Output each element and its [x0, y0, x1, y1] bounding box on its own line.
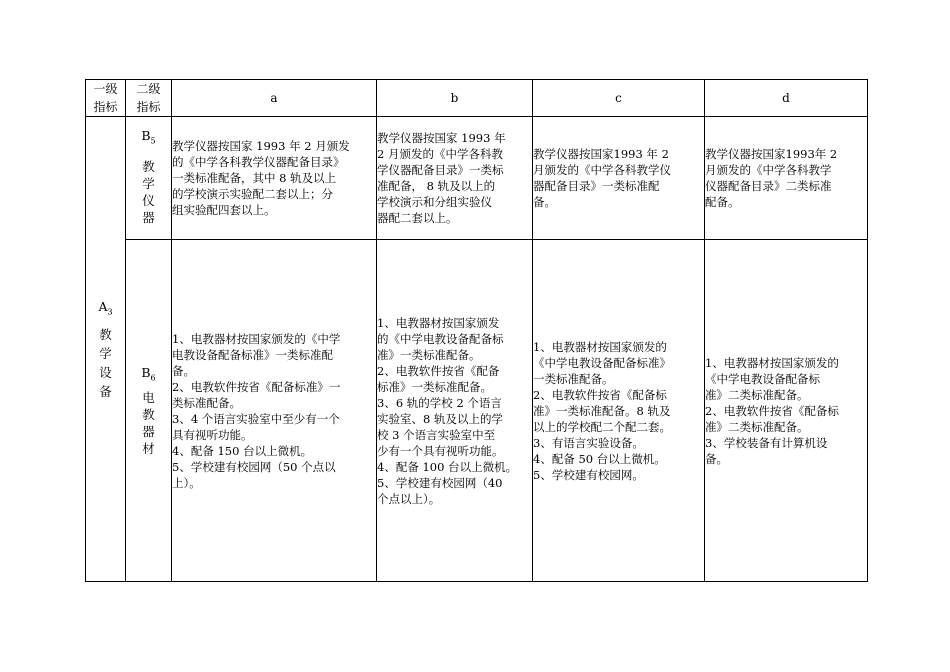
header-level2	[126, 80, 172, 117]
text-line: 少有一个具有视听功能。	[377, 443, 504, 458]
cell-b5-a	[172, 117, 377, 240]
level1-char: 备	[99, 384, 112, 400]
level2-indicator-b6	[126, 240, 172, 582]
text-line: 器配备目录》一类标准配	[533, 179, 660, 193]
text-line: 教学仪器按国家1993 年 2	[533, 147, 669, 161]
text-line: 准配备， 8 轨及以上的	[377, 179, 496, 193]
text-line: 学校演示和分组实验仪	[377, 195, 492, 209]
text-line: 《中学电教设备配备标	[705, 371, 820, 386]
indicator-table	[85, 79, 868, 582]
level1-code: $A_3$	[98, 298, 113, 317]
level2-char: 教	[142, 158, 155, 174]
text-line: 的《中学电教设备配备标	[377, 331, 504, 346]
text-line: 准》二类标准配备。	[705, 419, 809, 434]
level1-char: 教	[99, 327, 112, 343]
text-line: 1、电教器材按国家颁发的《中学	[172, 331, 341, 346]
text-line: 类标准配备。	[172, 395, 241, 410]
header-level2-line1: 二级	[136, 82, 161, 96]
level1-char: 设	[99, 365, 112, 381]
level2-char: 材	[142, 440, 155, 456]
text-line: 备。	[533, 195, 556, 209]
header-level1-line1: 一级	[93, 82, 118, 96]
text-line: 5、学校建有校园网（50 个点以	[172, 459, 336, 474]
text-line: 5、学校建有校园网。	[533, 467, 644, 482]
header-col-a: a	[172, 80, 377, 117]
text-line: 月颁发的《中学各科教学	[705, 163, 832, 177]
text-line: 教学仪器按国家1993年 2	[705, 147, 838, 161]
text-line: 的《中学各科教学仪器配备目录》	[172, 155, 345, 169]
header-level1	[86, 80, 126, 117]
text-line: 实验室、8 轨及以上的学	[377, 411, 503, 426]
level2-indicator-b5	[126, 117, 172, 240]
text-line: 教学仪器按国家 1993 年 2 月颁发	[172, 139, 350, 153]
text-line: 月颁发的《中学各科教学仪	[533, 163, 671, 177]
text-line: 1、电教器材按国家颁发	[377, 315, 500, 330]
level2-char: 学	[142, 175, 155, 191]
level2-char: 仪	[142, 192, 155, 208]
text-line: 4、配备 50 台以上微机。	[533, 451, 666, 466]
level1-indicator	[86, 117, 126, 582]
text-line: 《中学电教设备配备标准》	[533, 355, 671, 370]
text-line: 具有视听功能。	[172, 427, 253, 442]
text-line: 准》一类标准配备。8 轨及	[533, 403, 671, 418]
cell-b6-c	[533, 240, 705, 582]
text-line: 校 3 个语言实验室中至	[377, 427, 496, 442]
text-line: 3、学校装备有计算机设	[705, 435, 828, 450]
header-col-c: c	[533, 80, 705, 117]
header-row	[86, 80, 868, 117]
text-line: 组实验配四套以上。	[172, 203, 276, 217]
level2-char: 器	[142, 423, 155, 439]
text-line: 4、配备 150 台以上微机。	[172, 443, 313, 458]
text-line: 的学校演示实验配二套以上；分	[172, 187, 333, 201]
level2-char: 教	[142, 406, 155, 422]
level2-code: $B_5$	[141, 128, 156, 146]
cell-b6-b	[377, 240, 533, 582]
level2-code: $B_6$	[141, 365, 156, 383]
text-line: 电教设备配备标准》一类标准配	[172, 347, 333, 362]
text-line: 标准》一类标准配备。	[377, 379, 492, 394]
cell-b5-d	[705, 117, 868, 240]
header-col-d: d	[705, 80, 868, 117]
text-line: 3、4 个语言实验室中至少有一个	[172, 411, 340, 426]
cell-b6-d	[705, 240, 868, 582]
text-line: 2、电教软件按省《配备标准》一	[172, 379, 341, 394]
text-line: 1、电教器材按国家颁发的	[705, 355, 839, 370]
text-line: 4、配备 100 台以上微机。	[377, 459, 518, 474]
text-line: 仪器配备目录》二类标准	[705, 179, 832, 193]
table-row	[86, 240, 868, 582]
text-line: 配备。	[705, 195, 740, 209]
cell-b6-a	[172, 240, 377, 582]
text-line: 2、电教软件按省《配备	[377, 363, 500, 378]
text-line: 器配二套以上。	[377, 211, 458, 225]
header-level1-line2: 指标	[93, 100, 118, 114]
header-level2-line2: 指标	[136, 100, 161, 114]
text-line: 备。	[705, 451, 728, 466]
level2-char: 电	[142, 389, 155, 405]
text-line: 1、电教器材按国家颁发的	[533, 339, 667, 354]
text-line: 教学仪器按国家 1993 年	[377, 131, 506, 145]
text-line: 准》二类标准配备。	[705, 387, 809, 402]
text-line: 一类标准配备，其中 8 轨及以上	[172, 171, 337, 185]
text-line: 2、电教软件按省《配备标	[533, 387, 667, 402]
text-line: 2 月颁发的《中学各科教	[377, 147, 503, 161]
text-line: 上）。	[172, 475, 201, 490]
text-line: 学仪器配备目录》一类标	[377, 163, 504, 177]
text-line: 准》一类标准配备。	[377, 347, 481, 362]
text-line: 3、有语言实验设备。	[533, 435, 644, 450]
cell-b5-c	[533, 117, 705, 240]
text-line: 5、学校建有校园网（40	[377, 475, 503, 490]
cell-b5-b	[377, 117, 533, 240]
text-line: 备。	[172, 363, 195, 378]
level1-char: 学	[99, 346, 112, 362]
text-line: 3、6 轨的学校 2 个语言	[377, 395, 502, 410]
header-col-b: b	[377, 80, 533, 117]
text-line: 一类标准配备。	[533, 371, 614, 386]
text-line: 个点以上）。	[377, 491, 441, 506]
level2-char: 器	[142, 209, 155, 225]
table-row	[86, 117, 868, 240]
text-line: 2、电教软件按省《配备标	[705, 403, 839, 418]
text-line: 以上的学校配二个配二套。	[533, 419, 671, 434]
